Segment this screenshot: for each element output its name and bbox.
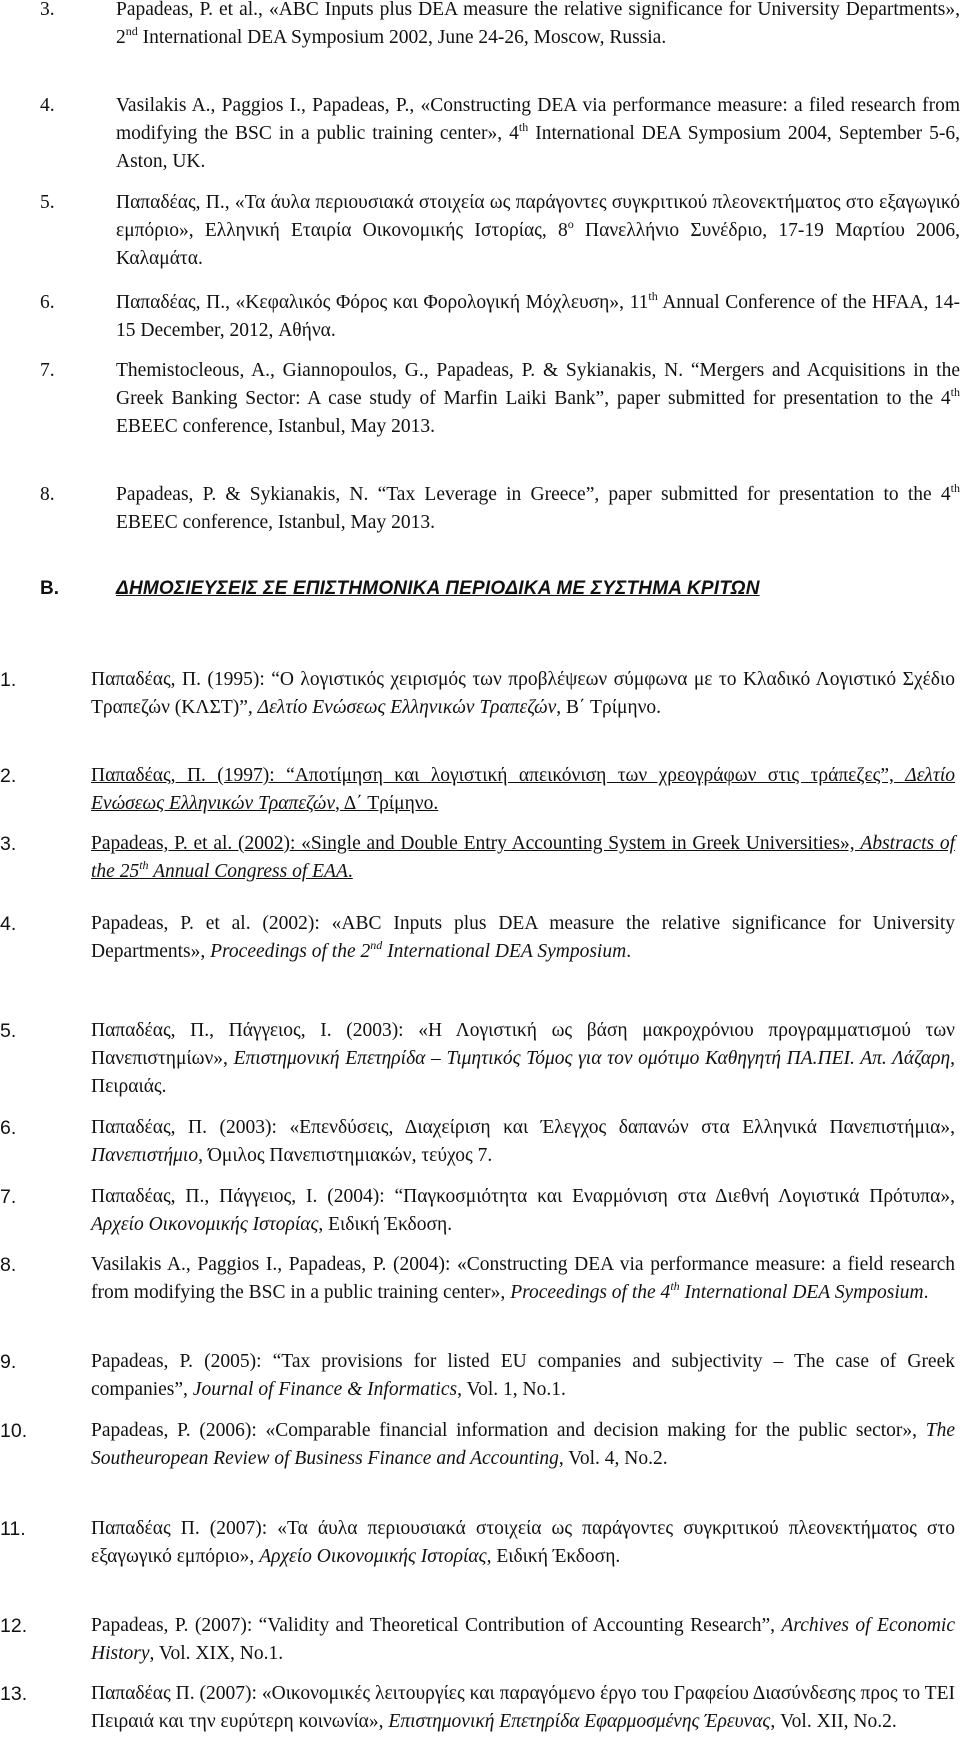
- item-text: Papadeas, P. (2006): «Comparable financial information and decision making for the public sector», The Southeuropean Review of Business Finance and Accounting, Vol. 4, No.2.: [91, 1420, 955, 1469]
- item-text: Papadeas, P. (2005): “Tax provisions for listed EU companies and subjectivity – The case of Greek companies”, Journal of Finance & Informatics, Vol. 1, No.1.: [91, 1351, 955, 1400]
- item-text: Παπαδέας, Π., Πάγγειος, Ι. (2004): “Παγκοσμιότητα και Εναρμόνιση στα Διεθνή Λογιστικά Πρότυπα», Αρχείο Οικονομικής Ιστορίας, Ειδική Έκδοση.: [91, 1186, 955, 1235]
- item-number: 7.: [40, 360, 55, 381]
- item-number: 5.: [0, 1020, 17, 1042]
- conference-item: [40, 289, 960, 345]
- item-text: Παπαδέας Π. (2007): «Οικονομικές λειτουργίες και παραγόμενο έργο του Γραφείου Διασύνδεσης προς το ΤΕΙ Πειραιά και την ευρύτερη κοινωνία», Επιστημονική Επετηρίδα Εφαρμοσμένης Έρευνας, Vol. XII, No.2.: [91, 1683, 955, 1732]
- item-text: Παπαδέας, Π., «Τα άυλα περιουσιακά στοιχεία ως παράγοντες συγκριτικού πλεονεκτήματος στο εξαγωγικό εμπόριο», Ελληνική Εταιρία Οικονομικής Ιστορίας, $8^o$ Πανελλήνιο Συνέδριο, 17-19 Μαρτίου 2006, Καλαμάτα.: [116, 192, 960, 269]
- item-text: Papadeas, P. et al. (2002): «ABC Inputs plus DEA measure the relative significance for University Departments», Proceedings of the 2nd International DEA Symposium.: [91, 913, 955, 962]
- item-number: 7.: [0, 1186, 17, 1208]
- item-number: 12.: [0, 1615, 28, 1637]
- item-number: 6.: [40, 292, 55, 313]
- item-text: Παπαδέας Π. (2007): «Τα άυλα περιουσιακά στοιχεία ως παράγοντες συγκριτικού πλεονεκτήματος στο εξαγωγικό εμπόριο», Αρχείο Οικονομικής Ιστορίας, Ειδική Έκδοση.: [91, 1518, 955, 1567]
- conference-item: [40, 0, 960, 52]
- item-number: 4.: [0, 913, 17, 935]
- item-number: 13.: [0, 1683, 28, 1705]
- section-letter: B.: [40, 578, 59, 599]
- item-text: Themistocleous, A., Giannopoulos, G., Papadeas, P. & Sykianakis, N. “Mergers and Acquisitions in the Greek Banking Sector: A case study of Marfin Laiki Bank”, paper submitted for presentation to the 4th EBEEC conference, Istanbul, May 2013.: [116, 360, 960, 437]
- item-text: Παπαδέας, Π., «Κεφαλικός Φόρος και Φορολογική Μόχλευση», 11th Annual Conference of the HFAA, 14-15 December, 2012, Αθήνα.: [116, 289, 960, 341]
- item-number: 8.: [0, 1254, 17, 1276]
- item-text: Παπαδέας, Π. (1997): “Αποτίμηση και λογιστική απεικόνιση των χρεογράφων στις τράπεζες”, Δελτίο Ενώσεως Ελληνικών Τραπεζών, Δ΄ Τρίμηνο.: [91, 765, 955, 814]
- item-text: Παπαδέας, Π. (2003): «Επενδύσεις, Διαχείριση και Έλεγχος δαπανών στα Ελληνικά Πανεπιστήμια», Πανεπιστήμιο, Όμιλος Πανεπιστημιακών, τεύχος 7.: [91, 1117, 955, 1166]
- item-text: Papadeas, P. (2007): “Validity and Theoretical Contribution of Accounting Research”, Archives of Economic History, Vol. XIX, No.1.: [91, 1615, 955, 1664]
- item-number: 9.: [0, 1351, 17, 1373]
- item-number: 8.: [40, 484, 55, 505]
- item-text: Vasilakis A., Paggios I., Papadeas, P. (2004): «Constructing DEA via performance measure: a field research from modifying the BSC in a public training center», Proceedings of the 4th International DEA Symposium.: [91, 1254, 955, 1303]
- item-number: 10.: [0, 1420, 28, 1442]
- item-number: 6.: [0, 1117, 17, 1139]
- item-number: 4.: [40, 95, 55, 116]
- item-text: Papadeas, P. & Sykianakis, N. “Tax Leverage in Greece”, paper submitted for presentation to the 4th EBEEC conference, Istanbul, May 2013.: [116, 481, 960, 533]
- conference-item: [40, 357, 960, 441]
- item-text: Παπαδέας, Π., Πάγγειος, Ι. (2003): «Η Λογιστική ως βάση μακροχρόνιου προγραμματισμού των Πανεπιστημίων», Επιστημονική Επετηρίδα – Τιμητικός Τόμος για τον ομότιμο Καθηγητή ΠΑ.ΠΕΙ. Απ. Λάζαρη, Πειραιάς.: [91, 1020, 956, 1097]
- conference-item: [40, 481, 960, 537]
- item-number: 3.: [0, 833, 17, 855]
- section-title: ΔΗΜΟΣΙΕΥΣΕΙΣ ΣΕ ΕΠΙΣΤΗΜΟΝΙΚΑ ΠΕΡΙΟΔΙΚΑ ΜΕ ΣΥΣΤΗΜΑ ΚΡΙΤΩΝ: [116, 578, 760, 599]
- item-number: 3.: [40, 0, 55, 20]
- item-text: Papadeas, P. et al. (2002): «Single and Double Entry Accounting System in Greek Universities», Abstracts of the 25th Annual Congress of EAA.: [91, 833, 955, 882]
- item-text: Papadeas, P. et al., «ABC Inputs plus DEA measure the relative significance for University Departments», 2nd International DEA Symposium 2002, June 24-26, Moscow, Russia.: [116, 0, 960, 48]
- item-number: 2.: [0, 765, 17, 787]
- item-text: Παπαδέας, Π. (1995): “Ο λογιστικός χειρισμός των προβλέψεων σύμφωνα με το Κλαδικό Λογιστικό Σχέδιο Τραπεζών (ΚΛΣΤ)”, Δελτίο Ενώσεως Ελληνικών Τραπεζών, Β΄ Τρίμηνο.: [91, 669, 955, 718]
- conference-item: [40, 92, 960, 176]
- item-text: Vasilakis A., Paggios I., Papadeas, P., «Constructing DEA via performance measure: a filed research from modifying the BSC in a public training center», 4th International DEA Symposium 2004, September 5-6, Aston, UK.: [116, 95, 960, 172]
- section-heading: [40, 578, 960, 600]
- item-number: 11.: [0, 1518, 26, 1540]
- item-number: 5.: [40, 192, 55, 213]
- conference-item: [40, 189, 960, 273]
- item-number: 1.: [0, 669, 17, 691]
